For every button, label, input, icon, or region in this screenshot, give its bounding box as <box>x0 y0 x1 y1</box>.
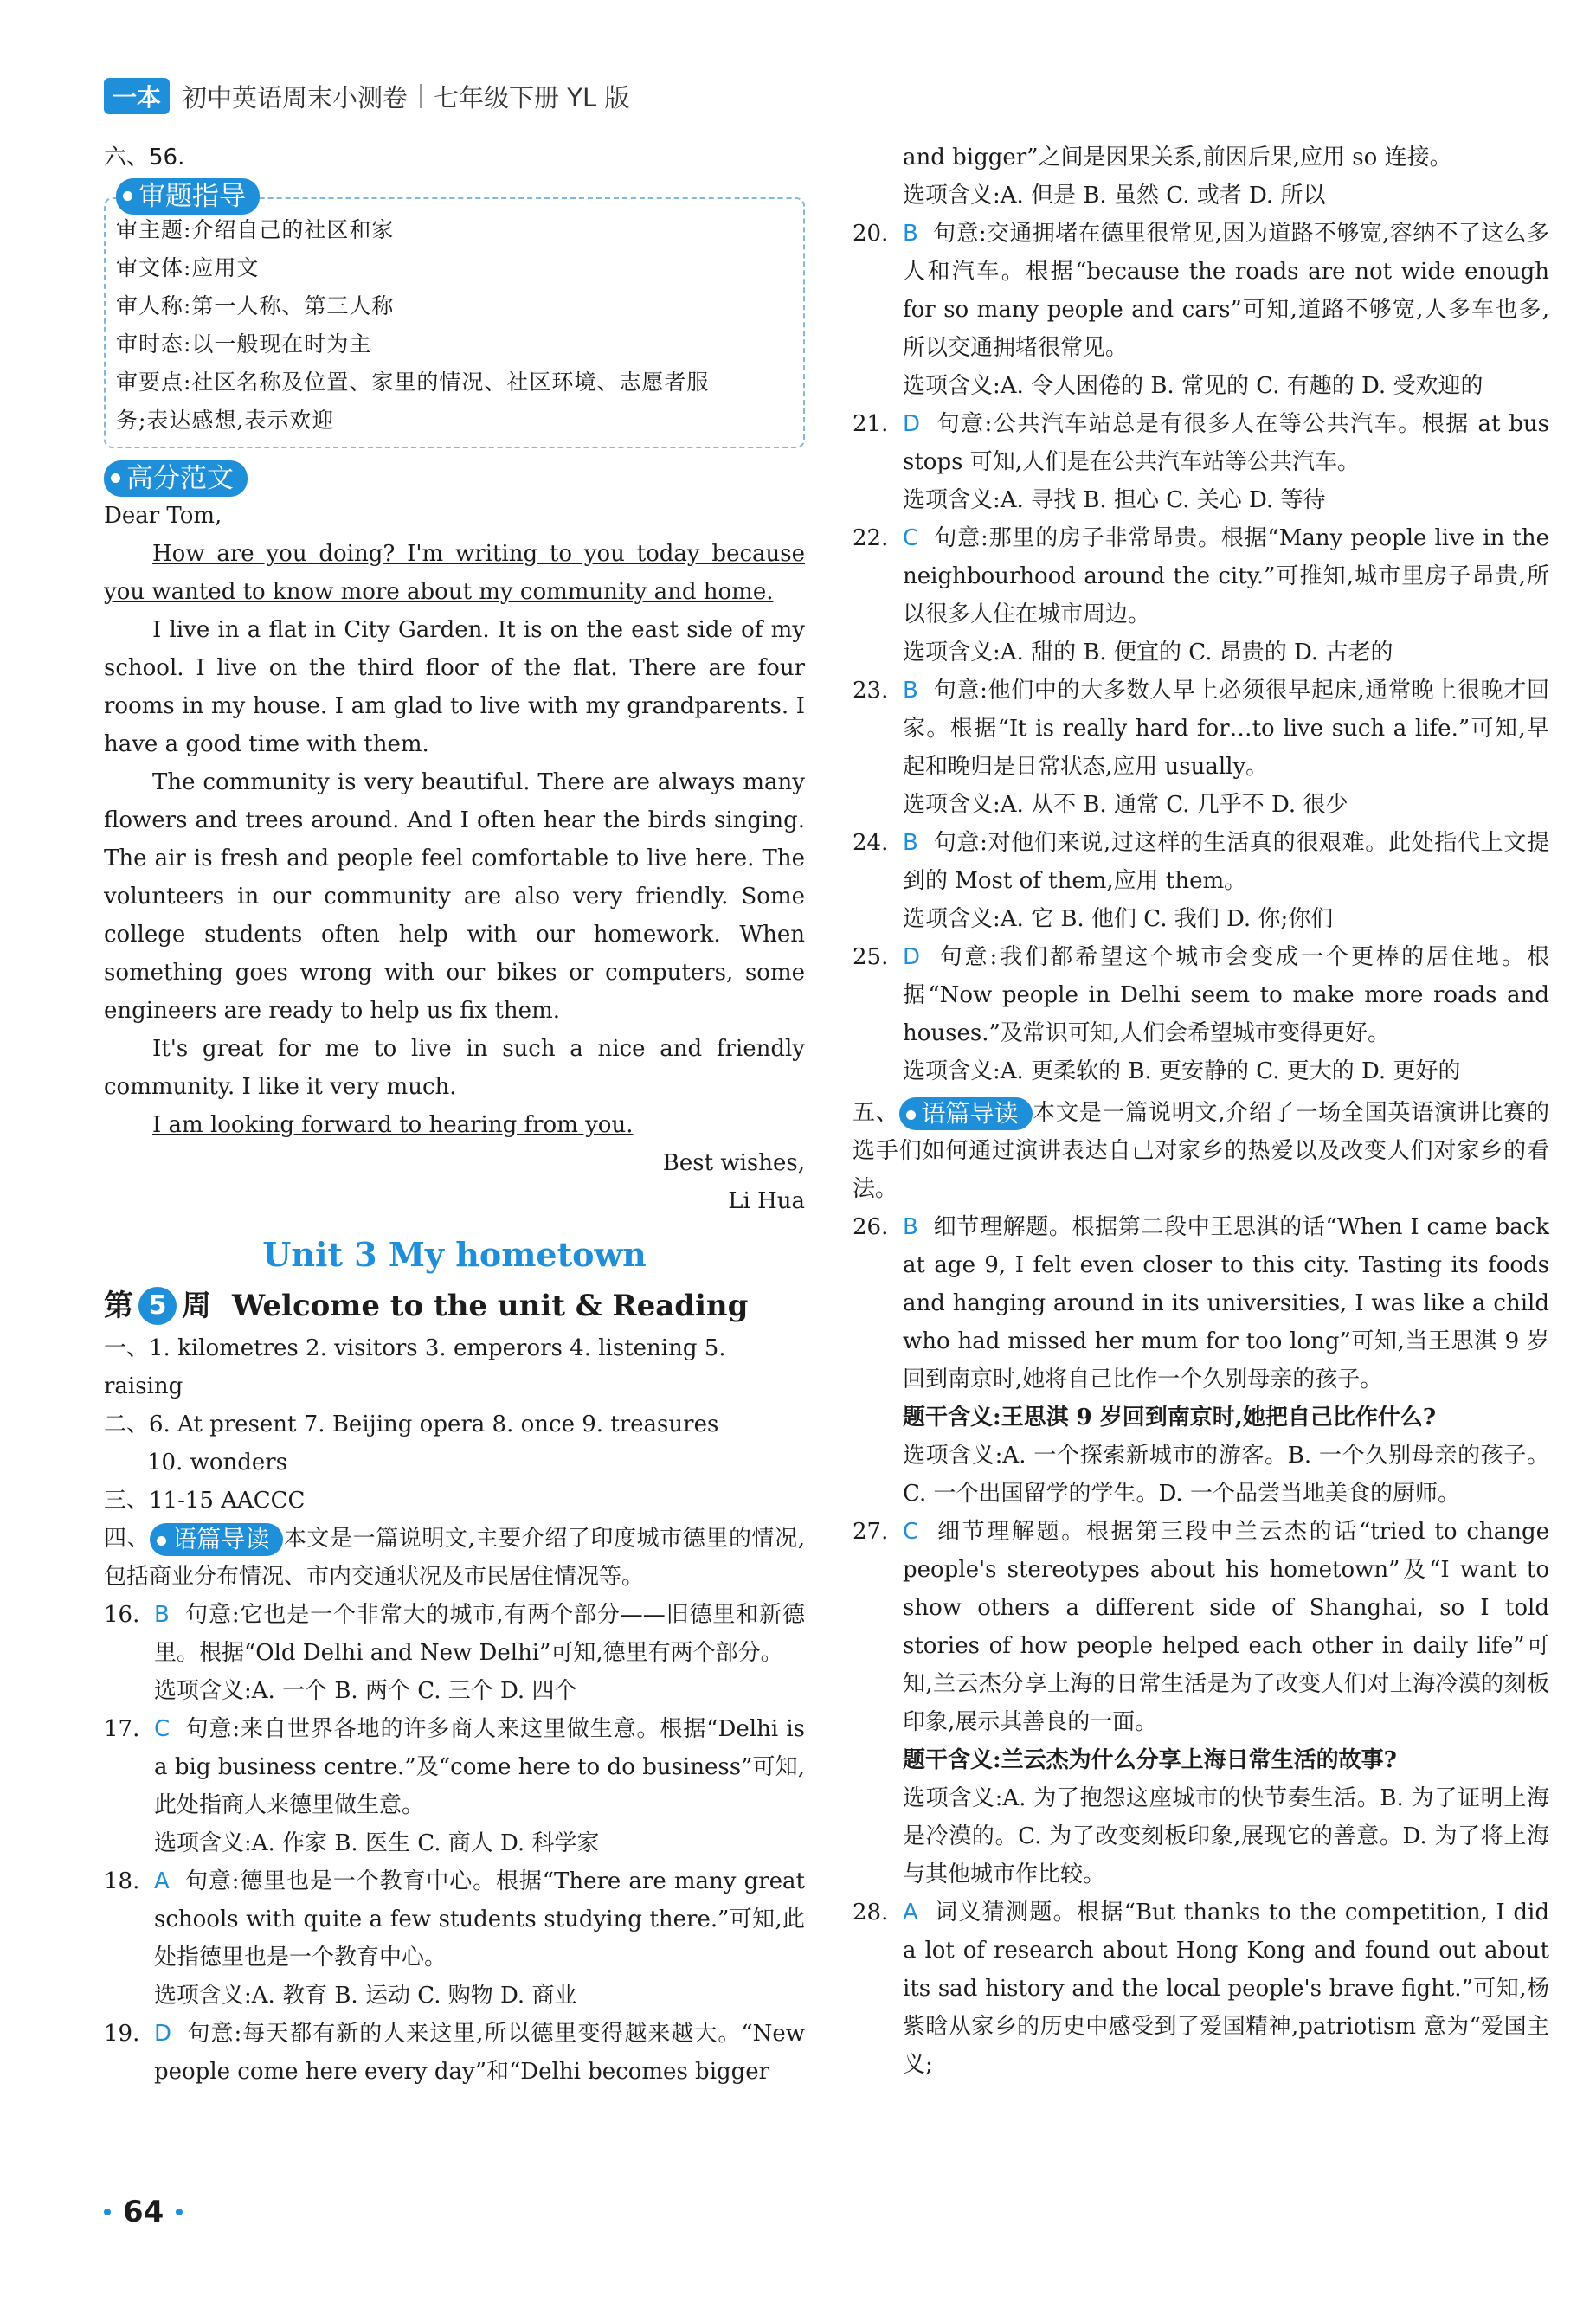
option-meaning: 选项含义:A. 从不 B. 通常 C. 几乎不 D. 很少 <box>903 792 1348 818</box>
header-divider <box>420 84 422 108</box>
answer-letter: A <box>154 1868 170 1894</box>
reading-guide-badge: 语篇导读 <box>899 1097 1033 1130</box>
explanation: 句意:德里也是一个教育中心。根据“There are many great schools with quite a few students studying there.”可知,此处指德里也是一个教育中心。 <box>154 1868 805 1971</box>
item-number: 26. <box>853 1214 889 1240</box>
item-number: 22. <box>853 525 889 551</box>
option-meaning: 选项含义:A. 甜的 B. 便宜的 C. 昂贵的 D. 古老的 <box>903 640 1393 666</box>
answer-item <box>853 519 1549 633</box>
explanation: 句意:交通拥堵在德里很常见,因为道路不够宽,容纳不了这么多人和汽车。根据“because the roads are not wide enough for so many people and cars”可知,道路不够宽,人多车也多,所以交通拥堵很常见。 <box>903 221 1550 361</box>
section-4-intro <box>104 1520 805 1596</box>
essay-para-1: How are you doing? I'm writing to you today because you wanted to know more about my community and home. <box>104 541 805 605</box>
option-meaning: 选项含义:A. 一个探索新城市的游客。B. 一个久别母亲的孩子。C. 一个出国留学的学生。D. 一个品尝当地美食的厨师。 <box>903 1443 1549 1507</box>
week-suffix: 周 <box>182 1289 211 1323</box>
section-2-cont: 10. wonders <box>147 1450 288 1476</box>
option-meaning: 选项含义:A. 但是 B. 虽然 C. 或者 D. 所以 <box>903 183 1326 209</box>
item-number: 28. <box>853 1900 889 1926</box>
answer-letter: C <box>903 1519 919 1545</box>
option-meaning: 选项含义:A. 更柔软的 B. 更安静的 C. 更大的 D. 更好的 <box>903 1058 1461 1084</box>
question-6-label: 六、56. <box>104 145 185 170</box>
section-4-prefix: 四、 <box>104 1526 151 1552</box>
guide-line: 审时态:以一般现在时为主 <box>116 331 372 357</box>
guide-line: 审主题:介绍自己的社区和家 <box>116 217 395 242</box>
option-meaning: 选项含义:A. 为了抱怨这座城市的快节奏生活。B. 为了证明上海是冷漠的。C. 为了改变刻板印象,展现它的善意。D. 为了将上海与其他城市作比较。 <box>903 1785 1549 1887</box>
item-number: 20. <box>853 221 889 247</box>
guide-line: 审文体:应用文 <box>116 255 260 280</box>
page-dot <box>176 2209 183 2215</box>
answer-item <box>853 405 1549 481</box>
section-5-intro <box>853 1094 1549 1208</box>
item-number: 23. <box>853 678 889 704</box>
answer-letter: D <box>903 411 921 437</box>
section-3: 三、11-15 AACCC <box>104 1488 306 1514</box>
explanation: 句意:他们中的大多数人早上必须很早起床,通常晚上很晚才回家。根据“It is really hard for…to live such a life.”可知,早起和晚归是日常状态,应用 usually。 <box>903 678 1550 780</box>
guide-box <box>104 197 805 448</box>
answer-item <box>853 1513 1549 1741</box>
week-prefix: 第 <box>104 1289 133 1323</box>
explanation: 句意:来自世界各地的许多商人来这里做生意。根据“Delhi is a big business centre.”及“come here to do business”可知,此处指商人来德里做生意。 <box>154 1716 805 1818</box>
item-number: 18. <box>104 1868 140 1894</box>
explanation: 句意:对他们来说,过这样的生活真的很艰难。此处指代上文提到的 Most of them,应用 them。 <box>903 830 1550 894</box>
section-1: 一、1. kilometres 2. visitors 3. emperors 4. listening 5. raising <box>104 1335 726 1399</box>
item-number: 19. <box>104 2021 140 2047</box>
explanation: 句意:我们都希望这个城市会变成一个更棒的居住地。根据“Now people in Delhi seem to make more roads and houses.”及常识可知,人们会希望城市变得更好。 <box>903 944 1550 1046</box>
answer-letter: B <box>903 830 918 856</box>
essay-para-4: It's great for me to live in such a nice and friendly community. I like it very much. <box>104 1036 805 1100</box>
essay-para-5: I am looking forward to hearing from you. <box>152 1112 634 1138</box>
item-number: 17. <box>104 1716 140 1742</box>
reading-guide-badge: 语篇导读 <box>150 1523 283 1556</box>
item-number: 21. <box>853 411 889 437</box>
answer-letter: C <box>903 525 919 551</box>
page-header <box>104 76 629 116</box>
guide-line: 审人称:第一人称、第三人称 <box>116 293 395 318</box>
essay-para-3: The community is very beautiful. There are always many flowers and trees around. And I often hear the birds singing. The air is fresh and people feel comfortable to live here. The volunteers in our community are also very friendly. Some college students often help with our homework. When something goes wrong with our bikes or computers, some engineers are ready to help us fix them. <box>104 769 805 1024</box>
page-dot <box>104 2209 111 2215</box>
closing: Best wishes, <box>662 1150 805 1176</box>
answer-letter: B <box>903 1214 918 1240</box>
guide-line: 务;表达感想,表示欢迎 <box>116 408 335 433</box>
stem-meaning: 题干含义:兰云杰为什么分享上海日常生活的故事? <box>903 1747 1397 1773</box>
continued-explanation: and bigger”之间是因果关系,前因后果,应用 so 连接。 <box>903 145 1452 170</box>
section-5-prefix: 五、 <box>853 1100 899 1126</box>
answer-letter: B <box>154 1602 170 1628</box>
essay-badge: 高分范文 <box>104 460 248 497</box>
guide-badge: 审题指导 <box>116 178 260 215</box>
guide-line: 审要点:社区名称及位置、家里的情况、社区环境、志愿者服 <box>116 370 710 395</box>
option-meaning: 选项含义:A. 教育 B. 运动 C. 购物 D. 商业 <box>154 1983 577 2009</box>
explanation: 细节理解题。根据第二段中王思淇的话“When I came back at age 9, I felt even closer to this city. Tasting its foods and hanging around in its universities, I was like a child who had missed her mum for too long”可知,当王思淇 9 岁回到南京时,她将自己比作一个久别母亲的孩子。 <box>903 1214 1549 1392</box>
week-number: 5 <box>138 1287 177 1325</box>
right-column <box>853 138 1549 2084</box>
option-meaning: 选项含义:A. 一个 B. 两个 C. 三个 D. 四个 <box>154 1678 577 1704</box>
page-number-block <box>104 2195 195 2229</box>
section-4-text: 本文是一篇说明文,主要介绍了印度城市德里的情况,包括商业分布情况、市内交通状况及市民居住情况等。 <box>104 1526 805 1590</box>
answer-item <box>853 938 1549 1052</box>
explanation: 句意:它也是一个非常大的城市,有两个部分——旧德里和新德里。根据“Old Delhi and New Delhi”可知,德里有两个部分。 <box>154 1602 806 1666</box>
answer-letter: B <box>903 221 918 247</box>
stem-meaning: 题干含义:王思淇 9 岁回到南京时,她把自己比作什么? <box>903 1405 1437 1431</box>
answer-letter: A <box>903 1900 918 1926</box>
option-meaning: 选项含义:A. 作家 B. 医生 C. 商人 D. 科学家 <box>154 1830 600 1856</box>
item-number: 25. <box>853 944 889 970</box>
unit-title: Unit 3 My hometown <box>262 1235 647 1274</box>
answer-item <box>853 215 1549 367</box>
answer-item <box>853 824 1549 900</box>
explanation: 句意:那里的房子非常昂贵。根据“Many people live in the neighbourhood around the city.”可推知,城市里房子昂贵,所以很多人住在城市周边。 <box>903 525 1550 627</box>
week-heading <box>104 1283 805 1329</box>
answer-letter: D <box>154 2021 172 2047</box>
page-number: 64 <box>123 2195 164 2229</box>
answer-item <box>853 1208 1549 1399</box>
answer-letter: D <box>903 944 921 970</box>
answer-item <box>104 1862 805 1977</box>
answer-letter: C <box>154 1716 171 1742</box>
essay-para-2: I live in a flat in City Garden. It is on the east side of my school. I live on the third floor of the flat. There are four rooms in my house. I am glad to live with my grandparents. I have a good time with them. <box>104 617 805 757</box>
section-5-text: 本文是一篇说明文,介绍了一场全国英语演讲比赛的选手们如何通过演讲表达自己对家乡的热爱以及改变人们对家乡的看法。 <box>853 1100 1549 1202</box>
explanation: 细节理解题。根据第三段中兰云杰的话“tried to change people's stereotypes about his hometown”及“I want to show others a different side of Shanghai, so I told stories of how people helped each other in daily life”可知,兰云杰分享上海的日常生活是为了改变人们对上海冷漠的刻板印象,展示其善良的一面。 <box>903 1519 1549 1735</box>
option-meaning: 选项含义:A. 令人困倦的 B. 常见的 C. 有趣的 D. 受欢迎的 <box>903 373 1483 399</box>
explanation: 句意:每天都有新的人来这里,所以德里变得越来越大。“New people come here every day”和“Delhi becomes bigger <box>154 2021 805 2085</box>
answer-item <box>853 672 1549 786</box>
signature: Li Hua <box>728 1188 805 1214</box>
week-title: Welcome to the unit & Reading <box>232 1289 749 1323</box>
section-2: 二、6. At present 7. Beijing opera 8. once 9. treasures <box>104 1411 719 1437</box>
series-title: 初中英语周末小测卷 <box>182 82 409 113</box>
option-meaning: 选项含义:A. 它 B. 他们 C. 我们 D. 你;你们 <box>903 906 1334 932</box>
answer-item <box>104 2015 805 2091</box>
grade-label: 七年级下册 YL 版 <box>434 82 630 113</box>
explanation: 词义猜测题。根据“But thanks to the competition, I did a lot of research about Hong Kong and found out about its sad history and the local people's brave fight.”可知,杨紫晗从家乡的历史中感受到了爱国精神,patriotism 意为“爱国主义; <box>903 1900 1549 2078</box>
answer-item <box>104 1710 805 1824</box>
left-column <box>104 138 805 2091</box>
explanation: 句意:公共汽车站总是有很多人在等公共汽车。根据 at bus stops 可知,人们是在公共汽车站等公共汽车。 <box>903 411 1549 475</box>
brand-logo: 一本 <box>104 78 170 114</box>
answer-item <box>853 1894 1549 2084</box>
option-meaning: 选项含义:A. 寻找 B. 担心 C. 关心 D. 等待 <box>903 487 1326 513</box>
item-number: 16. <box>104 1602 140 1628</box>
answer-letter: B <box>903 678 918 704</box>
item-number: 24. <box>853 830 889 856</box>
item-number: 27. <box>853 1519 889 1545</box>
answer-item <box>104 1596 805 1672</box>
salutation: Dear Tom, <box>104 503 222 529</box>
